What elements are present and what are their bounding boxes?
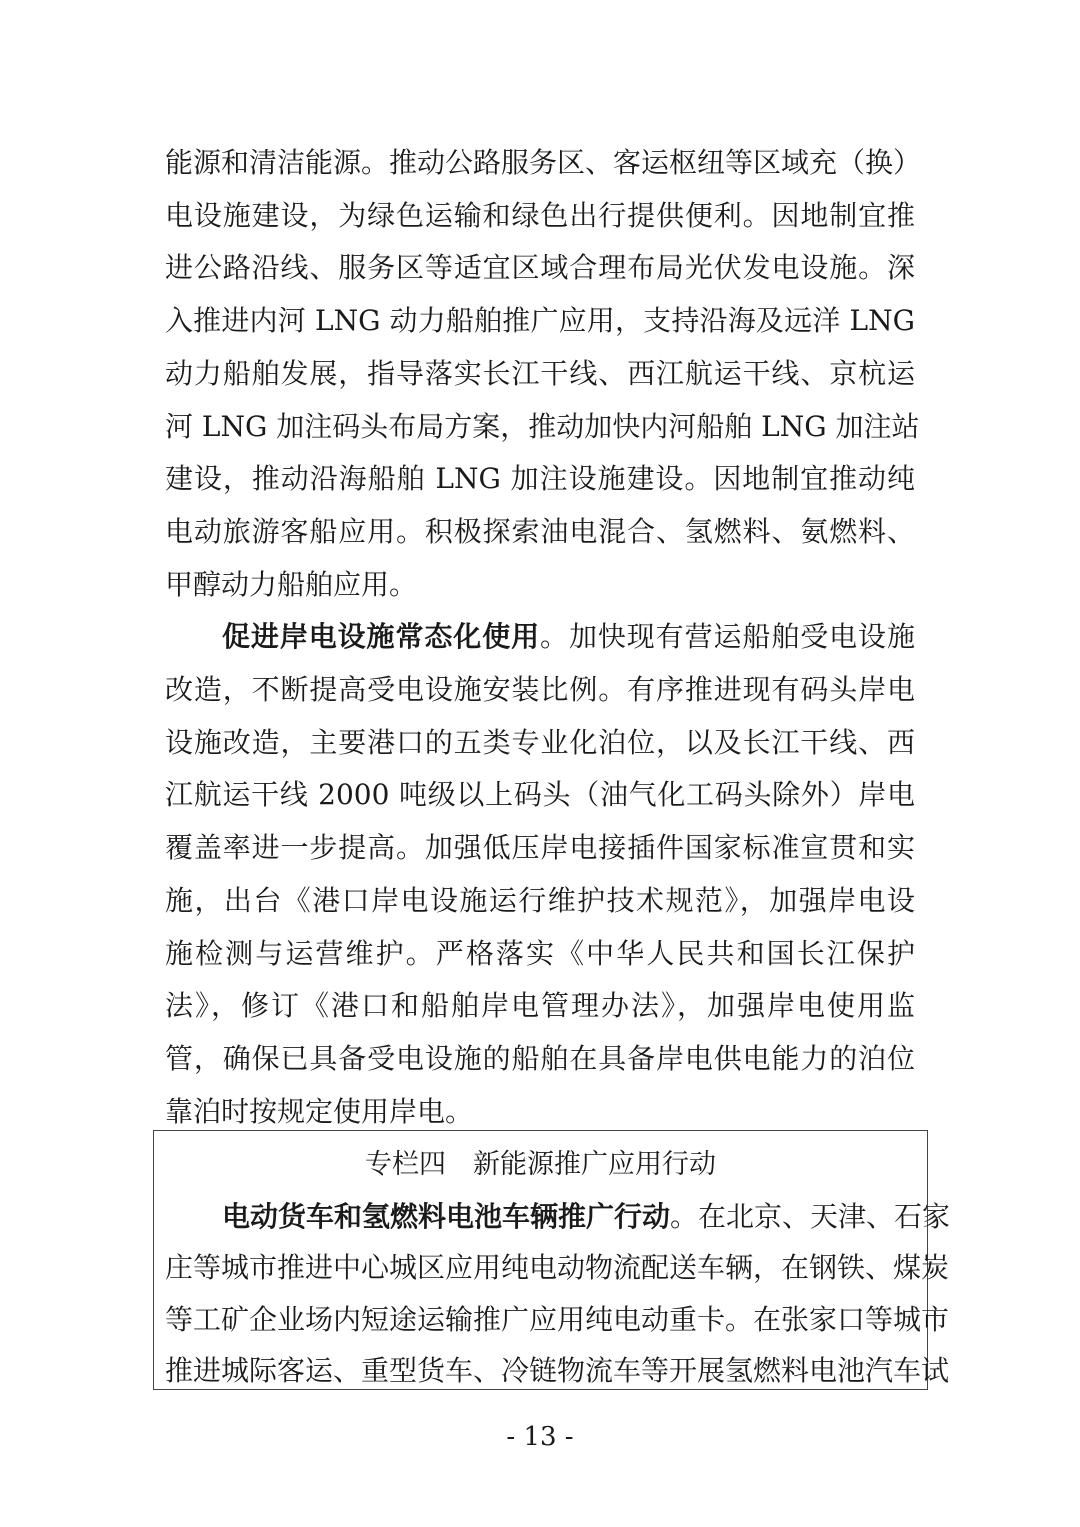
text-line: [165, 1039, 915, 1079]
text-line: [222, 1197, 951, 1237]
text-line: [165, 934, 915, 974]
text-line: [165, 1248, 950, 1288]
line-text: 覆盖率进一步提高。加强低压岸电接插件国家标准宣贯和实: [165, 831, 915, 865]
bold-heading: 电动货车和氢燃料电池车辆推广行动: [222, 1200, 671, 1233]
text-line: [165, 565, 915, 605]
text-line: [165, 986, 915, 1026]
line-text: 等工矿企业场内短途运输推广应用纯电动重卡。在张家口等城市: [165, 1302, 950, 1336]
text-line: [165, 196, 915, 236]
line-text: 施，出台《港口岸电设施运行维护技术规范》，加强岸电设: [165, 883, 915, 917]
text-line: [165, 881, 915, 921]
text-line: [165, 723, 915, 763]
text-line: [165, 512, 915, 552]
text-line: [165, 459, 915, 499]
line-text: 设施改造，主要港口的五类专业化泊位，以及长江干线、西: [165, 725, 915, 759]
text-line: [165, 248, 915, 288]
line-text: 改造，不断提高受电设施安装比例。有序推进现有码头岸电: [165, 673, 915, 706]
line-text: 。加快现有营运船舶受电设施: [540, 620, 915, 654]
line-text: 。在北京、天津、石家: [670, 1200, 951, 1233]
line-text: 管，确保已具备受电设施的船舶在具备岸电供电能力的泊位: [165, 1041, 915, 1075]
text-line: [165, 354, 915, 394]
line-text: 施检测与运营维护。严格落实《中华人民共和国长江保护: [165, 936, 915, 970]
line-text: 法》，修订《港口和船舶岸电管理办法》，加强岸电使用监: [165, 989, 915, 1023]
line-text: 电动旅游客船应用。积极探索油电混合、氢燃料、氨燃料、: [165, 514, 915, 548]
line-text: 电设施建设，为绿色运输和绿色出行提供便利。因地制宜推: [165, 198, 915, 232]
line-text: 推进城际客运、重型货车、冷链物流车等开展氢燃料电池汽车试: [165, 1354, 950, 1388]
text-line: [222, 617, 915, 657]
line-text: 庄等城市推进中心城区应用纯电动物流配送车辆，在钢铁、煤炭: [165, 1251, 950, 1285]
text-line: [165, 775, 915, 815]
text-line: [165, 828, 915, 868]
text-line: [165, 407, 920, 447]
bold-heading: 促进岸电设施常态化使用: [222, 620, 541, 654]
line-text: 河 LNG 加注码头布局方案，推动加快内河船舶 LNG 加注站: [165, 409, 920, 443]
line-text: 入推进内河 LNG 动力船舶推广应用，支持沿海及远洋 LNG: [165, 304, 915, 338]
page-number: - 13 -: [506, 1422, 574, 1452]
line-text: 甲醇动力船舶应用。: [165, 567, 418, 601]
line-text: 动力船舶发展，指导落实长江干线、西江航运干线、京杭运: [165, 356, 915, 390]
text-line: [165, 670, 915, 710]
text-line: [165, 1351, 950, 1391]
line-text: 能源和清洁能源。推动公路服务区、客运枢纽等区域充（换）: [165, 146, 922, 179]
box-title: 专栏四 新能源推广应用行动: [365, 1149, 716, 1180]
line-text: 靠泊时按规定使用岸电。: [165, 1094, 474, 1128]
line-text: 建设，推动沿海船舶 LNG 加注设施建设。因地制宜推动纯: [165, 462, 915, 496]
text-line: [165, 301, 915, 341]
line-text: 进公路沿线、服务区等适宜区域合理布局光伏发电设施。深: [165, 251, 915, 285]
text-line: [165, 1092, 915, 1132]
text-line: [165, 1300, 950, 1340]
line-text: 江航运干线 2000 吨级以上码头（油气化工码头除外）岸电: [165, 778, 915, 812]
text-line: [165, 143, 922, 183]
